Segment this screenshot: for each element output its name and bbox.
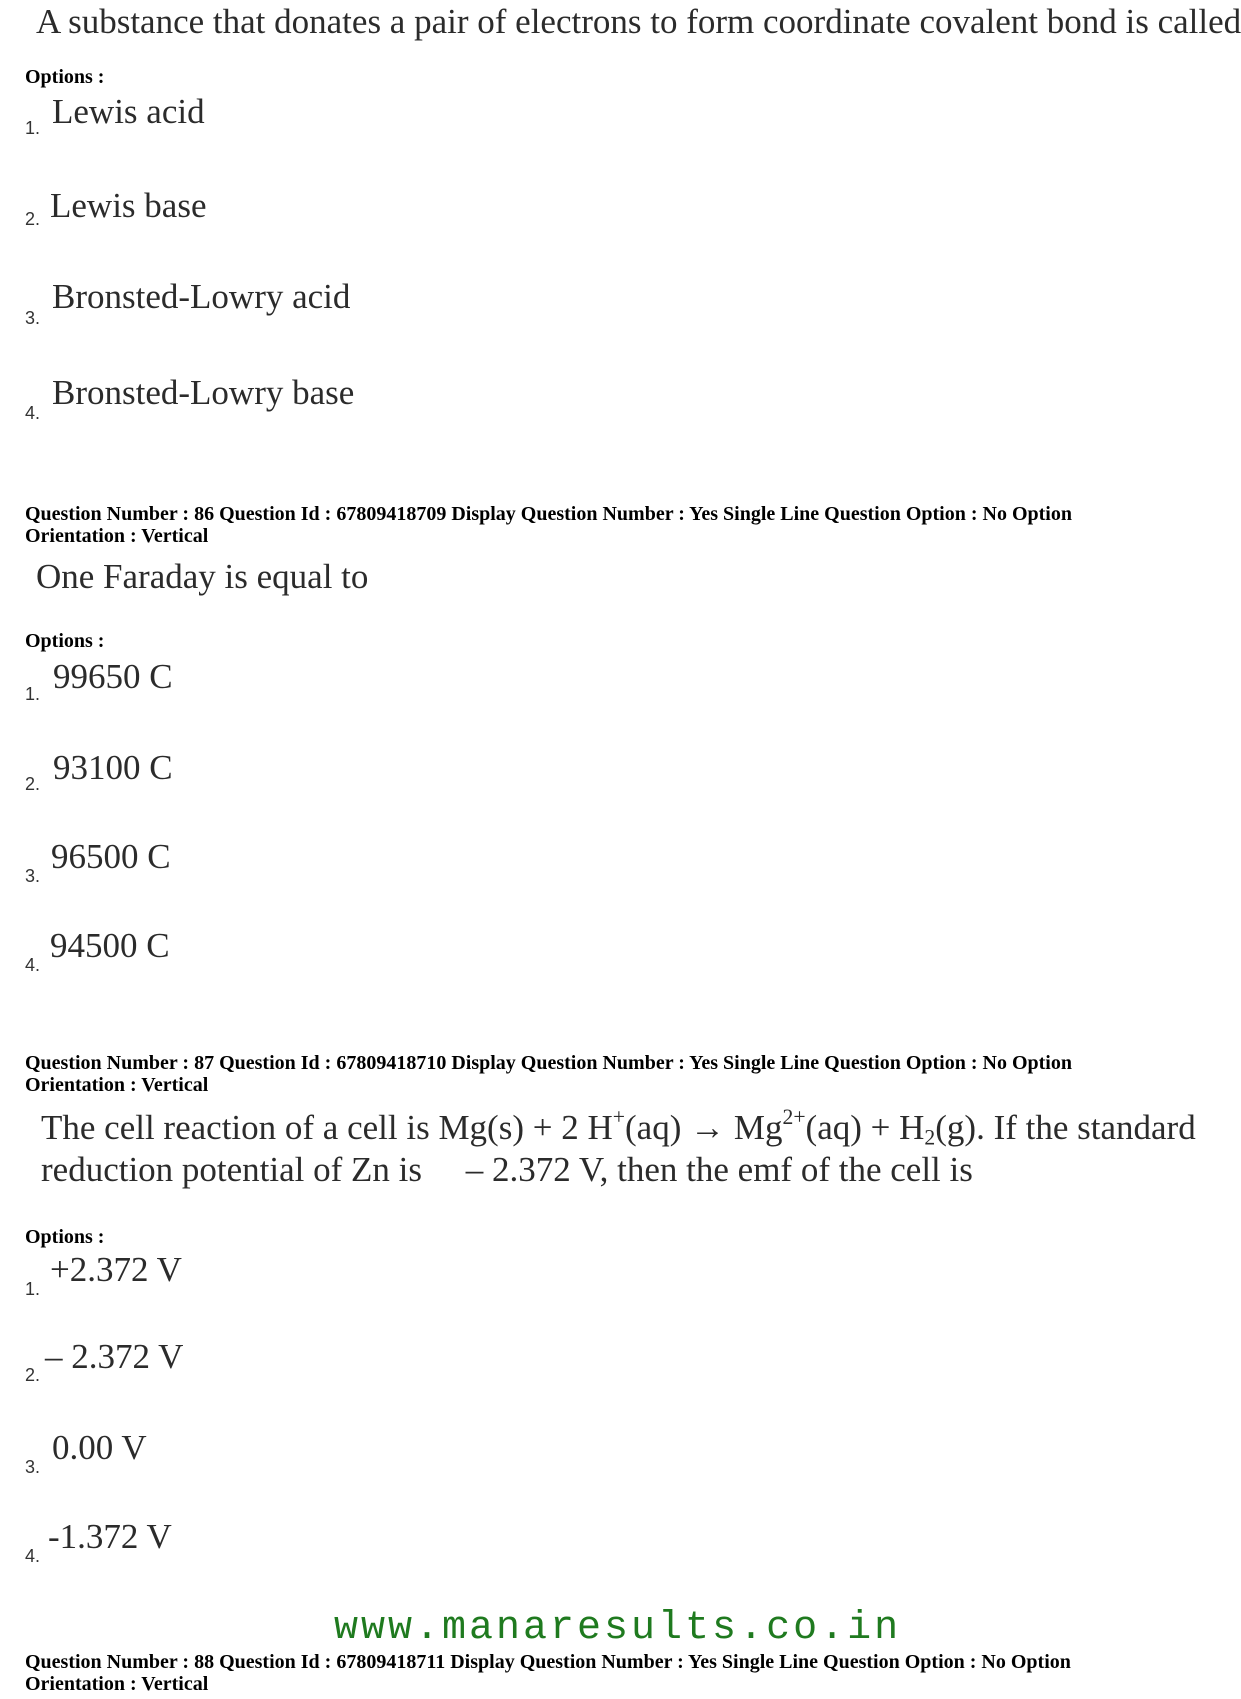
option-number: 4. [25,1546,41,1566]
option-number: 2. [25,1365,41,1385]
option-number: 3. [25,308,41,328]
question-86-meta-line2: Orientation : Vertical [25,525,209,547]
option-text: 99650 C [53,657,173,696]
option-text: 94500 C [50,926,170,965]
question-88-meta-line2: Orientation : Vertical [25,1673,209,1695]
question-87-meta-line1: Question Number : 87 Question Id : 67809418710 Display Question Number : Yes Single Line Question Option : No Option [25,1052,1072,1074]
option-number: 1. [25,1279,41,1299]
option-number: 3. [25,866,41,886]
option-text: -1.372 V [48,1517,172,1556]
question-85-text: A substance that donates a pair of electrons to form coordinate covalent bond is called [36,2,1241,41]
question-87-text-line2: reduction potential of Zn is – 2.372 V, then the emf of the cell is [41,1150,973,1189]
question-86-text: One Faraday is equal to [36,557,369,596]
option-number: 3. [25,1457,41,1477]
options-label: Options : [25,630,105,652]
option-number: 4. [25,955,41,975]
option-number: 2. [25,209,41,229]
option-text: 96500 C [51,837,171,876]
question-86-meta-line1: Question Number : 86 Question Id : 67809418709 Display Question Number : Yes Single Line Question Option : No Option [25,503,1072,525]
watermark-link[interactable]: www.manaresults.co.in [334,1606,902,1651]
option-number: 1. [25,118,41,138]
question-87-text-line1: The cell reaction of a cell is Mg(s) + 2 $H^+(aq) \to Mg^{2+}(aq) + H_2(g)$. If the standard [41,1104,1196,1150]
options-label: Options : [25,1226,105,1248]
question-88-meta-line1: Question Number : 88 Question Id : 67809418711 Display Question Number : Yes Single Line Question Option : No Option [25,1651,1071,1673]
option-text: – 2.372 V [45,1337,184,1376]
question-87-meta-line2: Orientation : Vertical [25,1074,209,1096]
option-number: 2. [25,774,41,794]
option-number: 4. [25,403,41,423]
option-text: Bronsted-Lowry base [52,373,355,412]
options-label: Options : [25,66,105,88]
option-text: Bronsted-Lowry acid [52,277,351,316]
option-text: 0.00 V [52,1428,147,1467]
option-text: 93100 C [53,748,173,787]
option-text: +2.372 V [50,1250,182,1289]
option-text: Lewis acid [52,92,205,131]
option-text: Lewis base [50,186,207,225]
option-number: 1. [25,684,41,704]
